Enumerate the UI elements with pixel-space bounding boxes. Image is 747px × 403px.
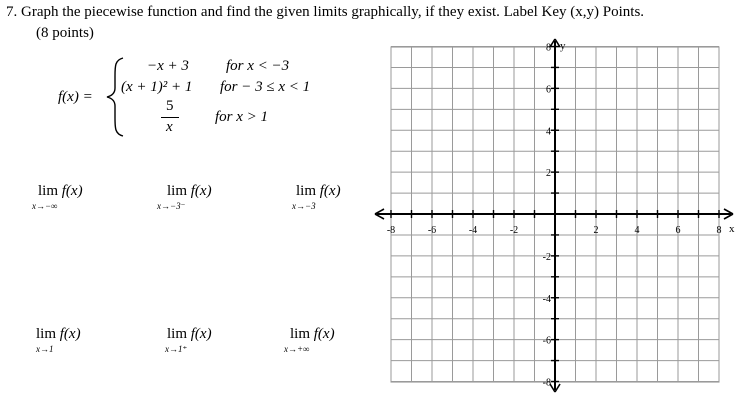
lim-word: lim — [38, 183, 59, 199]
y-tick-label: -8 — [542, 377, 551, 389]
y-tick-label: 6 — [546, 84, 551, 96]
x-tick-label: 6 — [675, 225, 681, 236]
lim-word: lim — [296, 183, 317, 199]
y-tick-label: 8 — [546, 42, 551, 54]
y-tick-label: -4 — [542, 293, 551, 305]
x-tick-label: 8 — [716, 225, 722, 236]
lim-func: f(x) — [190, 326, 212, 342]
lim-subscript: x→−∞ — [32, 201, 58, 211]
problem-number: 7. — [6, 4, 18, 20]
x-tick-label: 4 — [634, 225, 640, 236]
lim-word: lim — [290, 326, 311, 342]
case-3-numerator: 5 — [166, 98, 174, 114]
lim-subscript: x→1 — [36, 344, 54, 354]
x-tick-label: 2 — [593, 225, 599, 236]
y-axis-label: y — [560, 40, 566, 52]
lim-subscript: x→1⁺ — [165, 344, 188, 354]
lim-word: lim — [36, 326, 57, 342]
lim-word: lim — [167, 183, 188, 199]
y-tick-label: 2 — [546, 168, 551, 180]
lim-subscript: x→+∞ — [284, 344, 310, 354]
x-tick-label: -4 — [468, 225, 478, 236]
lim-func: f(x) — [190, 183, 212, 199]
case-2-expr: (x + 1)² + 1 — [121, 79, 193, 95]
lim-subscript: x→−3⁻ — [157, 201, 186, 211]
problem-instruction: Graph the piecewise function and find the given limits graphically, if they exist. Label Key (x,y) Points. — [21, 4, 645, 20]
x-tick-label: -6 — [427, 225, 437, 236]
function-lhs: f(x) = — [58, 89, 93, 105]
x-tick-label: -8 — [386, 225, 396, 236]
case-1-cond: for x < −3 — [226, 58, 290, 74]
lim-subscript: x→−3 — [292, 201, 316, 211]
y-tick-label: -6 — [542, 335, 551, 347]
lim-func: f(x) — [319, 183, 341, 199]
y-tick-label: -2 — [542, 251, 551, 263]
lim-func: f(x) — [59, 326, 81, 342]
lim-func: f(x) — [61, 183, 83, 199]
y-tick-label: 4 — [546, 126, 551, 138]
lim-word: lim — [167, 326, 188, 342]
lim-func: f(x) — [313, 326, 335, 342]
points-label: (8 points) — [36, 25, 94, 41]
case-3-cond: for x > 1 — [215, 109, 269, 125]
x-axis-label: x — [729, 223, 735, 235]
x-tick-label: -2 — [509, 225, 519, 236]
case-1-expr: −x + 3 — [147, 58, 189, 74]
case-2-cond: for − 3 ≤ x < 1 — [220, 79, 311, 95]
case-3-denominator: x — [166, 119, 173, 135]
